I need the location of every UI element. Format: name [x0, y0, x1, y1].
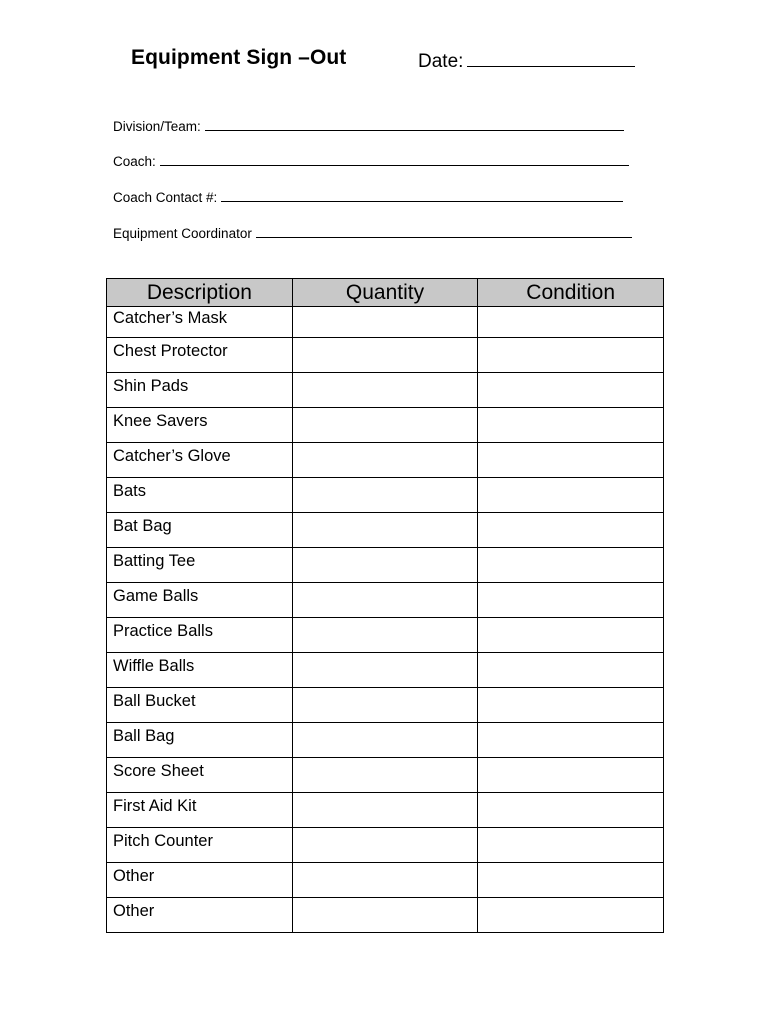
coach-field: [113, 154, 629, 169]
item-description-cell: Catcher’s Mask: [107, 307, 293, 338]
quantity-cell[interactable]: [292, 443, 478, 478]
quantity-cell[interactable]: [292, 478, 478, 513]
item-description-cell: Chest Protector: [107, 338, 293, 373]
table-row: [107, 618, 664, 653]
date-field: [418, 49, 635, 73]
condition-cell[interactable]: [478, 548, 664, 583]
table-row: [107, 828, 664, 863]
division-team-field: [113, 119, 624, 134]
condition-cell[interactable]: [478, 338, 664, 373]
table-row: [107, 898, 664, 933]
condition-cell[interactable]: [478, 758, 664, 793]
quantity-cell[interactable]: [292, 513, 478, 548]
condition-cell[interactable]: [478, 653, 664, 688]
quantity-cell[interactable]: [292, 688, 478, 723]
item-description-cell: Practice Balls: [107, 618, 293, 653]
equipment-table-body: [107, 307, 664, 933]
condition-cell[interactable]: [478, 723, 664, 758]
condition-cell[interactable]: [478, 828, 664, 863]
quantity-cell[interactable]: [292, 408, 478, 443]
item-description-cell: Catcher’s Glove: [107, 443, 293, 478]
table-row: [107, 548, 664, 583]
item-description-cell: Game Balls: [107, 583, 293, 618]
item-description-cell: Wiffle Balls: [107, 653, 293, 688]
equipment-coordinator-label: Equipment Coordinator: [113, 226, 252, 241]
table-row: [107, 307, 664, 338]
table-row: [107, 653, 664, 688]
equipment-table: [106, 278, 664, 933]
item-description-cell: Other: [107, 898, 293, 933]
condition-cell[interactable]: [478, 618, 664, 653]
column-header-description: Description: [107, 279, 293, 307]
item-description-cell: Other: [107, 863, 293, 898]
table-row: [107, 583, 664, 618]
quantity-cell[interactable]: [292, 307, 478, 338]
coach-contact-field: [113, 190, 623, 205]
equipment-coordinator-field: [113, 226, 632, 241]
item-description-cell: Knee Savers: [107, 408, 293, 443]
table-row: [107, 723, 664, 758]
condition-cell[interactable]: [478, 373, 664, 408]
table-row: [107, 793, 664, 828]
table-row: [107, 863, 664, 898]
equipment-coordinator-input-line[interactable]: [256, 226, 632, 238]
item-description-cell: Bats: [107, 478, 293, 513]
condition-cell[interactable]: [478, 583, 664, 618]
column-header-condition: Condition: [478, 279, 664, 307]
condition-cell[interactable]: [478, 443, 664, 478]
table-row: [107, 758, 664, 793]
condition-cell[interactable]: [478, 307, 664, 338]
item-description-cell: Ball Bucket: [107, 688, 293, 723]
coach-label: Coach:: [113, 154, 156, 169]
item-description-cell: Ball Bag: [107, 723, 293, 758]
quantity-cell[interactable]: [292, 828, 478, 863]
table-row: [107, 408, 664, 443]
table-row: [107, 338, 664, 373]
item-description-cell: Batting Tee: [107, 548, 293, 583]
quantity-cell[interactable]: [292, 373, 478, 408]
quantity-cell[interactable]: [292, 338, 478, 373]
coach-contact-label: Coach Contact #:: [113, 190, 218, 205]
table-header-row: [107, 279, 664, 307]
condition-cell[interactable]: [478, 408, 664, 443]
coach-contact-input-line[interactable]: [221, 190, 623, 202]
coach-input-line[interactable]: [160, 154, 629, 166]
column-header-quantity: Quantity: [292, 279, 478, 307]
table-row: [107, 478, 664, 513]
date-label: Date:: [418, 51, 464, 72]
division-team-input-line[interactable]: [205, 119, 624, 131]
item-description-cell: Score Sheet: [107, 758, 293, 793]
quantity-cell[interactable]: [292, 653, 478, 688]
table-row: [107, 513, 664, 548]
table-row: [107, 443, 664, 478]
item-description-cell: Bat Bag: [107, 513, 293, 548]
condition-cell[interactable]: [478, 863, 664, 898]
quantity-cell[interactable]: [292, 583, 478, 618]
quantity-cell[interactable]: [292, 793, 478, 828]
division-team-label: Division/Team:: [113, 119, 201, 134]
item-description-cell: Pitch Counter: [107, 828, 293, 863]
condition-cell[interactable]: [478, 898, 664, 933]
item-description-cell: First Aid Kit: [107, 793, 293, 828]
form-title: Equipment Sign –Out: [131, 46, 347, 69]
condition-cell[interactable]: [478, 513, 664, 548]
table-row: [107, 688, 664, 723]
date-input-line[interactable]: [467, 49, 635, 67]
condition-cell[interactable]: [478, 478, 664, 513]
condition-cell[interactable]: [478, 688, 664, 723]
item-description-cell: Shin Pads: [107, 373, 293, 408]
table-row: [107, 373, 664, 408]
quantity-cell[interactable]: [292, 548, 478, 583]
quantity-cell[interactable]: [292, 758, 478, 793]
quantity-cell[interactable]: [292, 723, 478, 758]
condition-cell[interactable]: [478, 793, 664, 828]
quantity-cell[interactable]: [292, 863, 478, 898]
quantity-cell[interactable]: [292, 898, 478, 933]
quantity-cell[interactable]: [292, 618, 478, 653]
